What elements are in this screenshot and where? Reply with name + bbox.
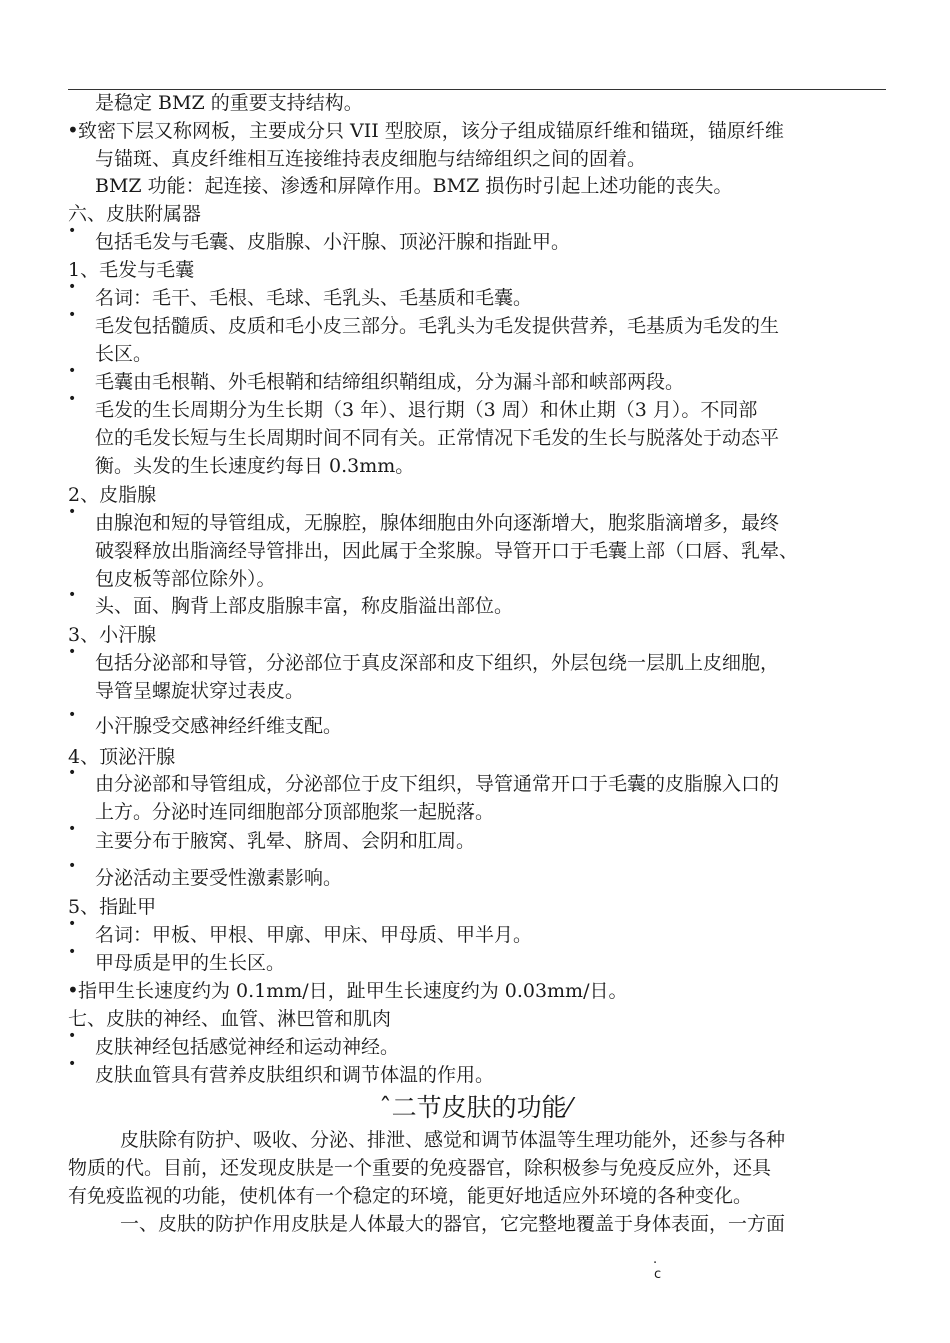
text-line: 是稳定 BMZ 的重要支持结构。 (95, 92, 363, 114)
text-line: 主要分布于腋窝、乳晕、脐周、会阴和肛周。 (95, 830, 476, 852)
text-line: 皮肤神经包括感觉神经和运动神经。 (95, 1036, 400, 1058)
text-line: 衡。头发的生长速度约每日 0.3mm。 (95, 455, 415, 477)
text-line: 分泌活动主要受性激素影响。 (95, 867, 343, 889)
paragraph-line: 物质的代。目前，还发现皮肤是一个重要的免疫器官，除积极参与免疫反应外，还具 (68, 1157, 772, 1179)
bullet-icon: • (68, 1056, 77, 1072)
text-line: 包皮板等部位除外）。 (95, 568, 276, 590)
bullet-icon: • (68, 279, 77, 295)
text-line: 甲母质是甲的生长区。 (95, 952, 286, 974)
bullet-icon: • (68, 821, 77, 837)
section-heading: 七、皮肤的神经、血管、淋巴管和肌肉 (68, 1008, 392, 1030)
text-line: 包括分泌部和导管，分泌部位于真皮深部和皮下组织，外层包绕一层肌上皮细胞， (95, 652, 780, 674)
bullet-icon: • (67, 978, 79, 1002)
bullet-icon: • (68, 363, 77, 379)
bullet-icon: • (67, 118, 79, 142)
text-line: 头、面、胸背上部皮脂腺丰富，称皮脂溢出部位。 (95, 595, 514, 617)
section-heading: 3、小汗腺 (68, 624, 157, 646)
text-line: 由分泌部和导管组成，分泌部位于皮下组织，导管通常开口于毛囊的皮脂腺入口的 (95, 773, 780, 795)
section-heading: 4、顶泌汗腺 (68, 746, 176, 768)
text-line: 名词：毛干、毛根、毛球、毛乳头、毛基质和毛囊。 (95, 287, 533, 309)
footer-dot: . (653, 1252, 658, 1267)
text-line: 破裂释放出脂滴经导管排出，因此属于全浆腺。导管开口于毛囊上部（口唇、乳晕、 (95, 540, 799, 562)
text-line: 小汗腺受交感神经纤维支配。 (95, 715, 343, 737)
bullet-icon: • (68, 858, 77, 874)
text-line: BMZ 功能：起连接、渗透和屏障作用。BMZ 损伤时引起上述功能的丧失。 (95, 175, 733, 197)
text-line: 毛发的生长周期分为生长期（3 年）、退行期（3 周）和休止期（3 月）。不同部 (95, 399, 758, 421)
text-line: 与锚斑、真皮纤维相互连接维持表皮细胞与结缔组织之间的固着。 (95, 148, 647, 170)
footer-mark: c (654, 1267, 662, 1282)
bullet-icon: • (68, 916, 77, 932)
section-heading: 1、毛发与毛囊 (68, 259, 195, 281)
paragraph-line: 皮肤除有防护、吸收、分泌、排泄、感觉和调节体温等生理功能外，还参与各种 (120, 1129, 786, 1151)
bullet-icon: • (68, 765, 77, 781)
text-line: 由腺泡和短的导管组成，无腺腔，腺体细胞由外向逐渐增大，胞浆脂滴增多，最终 (95, 512, 780, 534)
bullet-icon: • (68, 644, 77, 660)
text-line: 名词：甲板、甲根、甲廓、甲床、甲母质、甲半月。 (95, 924, 533, 946)
section-heading: 5、指趾甲 (68, 896, 157, 918)
text-line: 毛囊由毛根鞘、外毛根鞘和结缔组织鞘组成，分为漏斗部和峡部两段。 (95, 371, 685, 393)
section-heading: 2、皮脂腺 (68, 484, 157, 506)
paragraph-line: 一、皮肤的防护作用皮肤是人体最大的器官，它完整地覆盖于身体表面，一方面 (120, 1213, 786, 1235)
bullet-icon: • (68, 1028, 77, 1044)
paragraph-line: 有免疫监视的功能，使机体有一个稳定的环境，能更好地适应外环境的各种变化。 (68, 1185, 753, 1207)
text-line: 毛发包括髓质、皮质和毛小皮三部分。毛乳头为毛发提供营养，毛基质为毛发的生 (95, 315, 780, 337)
text-line: 长区。 (95, 343, 153, 365)
text-line: 导管呈螺旋状穿过表皮。 (95, 680, 305, 702)
bullet-icon: • (68, 391, 77, 407)
bullet-icon: • (68, 223, 77, 239)
text-line: 包括毛发与毛囊、皮脂腺、小汗腺、顶泌汗腺和指趾甲。 (95, 231, 571, 253)
section-title: ˆ二节皮肤的功能⁄ (379, 1093, 571, 1122)
bullet-icon: • (68, 307, 77, 323)
section-heading: 六、皮肤附属器 (68, 203, 202, 225)
header-rule (68, 89, 886, 90)
bullet-icon: • (68, 707, 77, 723)
bullet-icon: • (68, 587, 77, 603)
text-line: 致密下层又称网板，主要成分只 VII 型胶原，该分子组成锚原纤维和锚斑，锚原纤维 (78, 120, 784, 142)
bullet-icon: • (68, 504, 77, 520)
text-line: 位的毛发长短与生长周期时间不同有关。正常情况下毛发的生长与脱落处于动态平 (95, 427, 780, 449)
bullet-icon: • (68, 944, 77, 960)
text-line: 皮肤血管具有营养皮肤组织和调节体温的作用。 (95, 1064, 495, 1086)
text-line: 上方。分泌时连同细胞部分顶部胞浆一起脱落。 (95, 801, 495, 823)
text-line: 指甲生长速度约为 0.1mm/日，趾甲生长速度约为 0.03mm/日。 (78, 980, 628, 1002)
